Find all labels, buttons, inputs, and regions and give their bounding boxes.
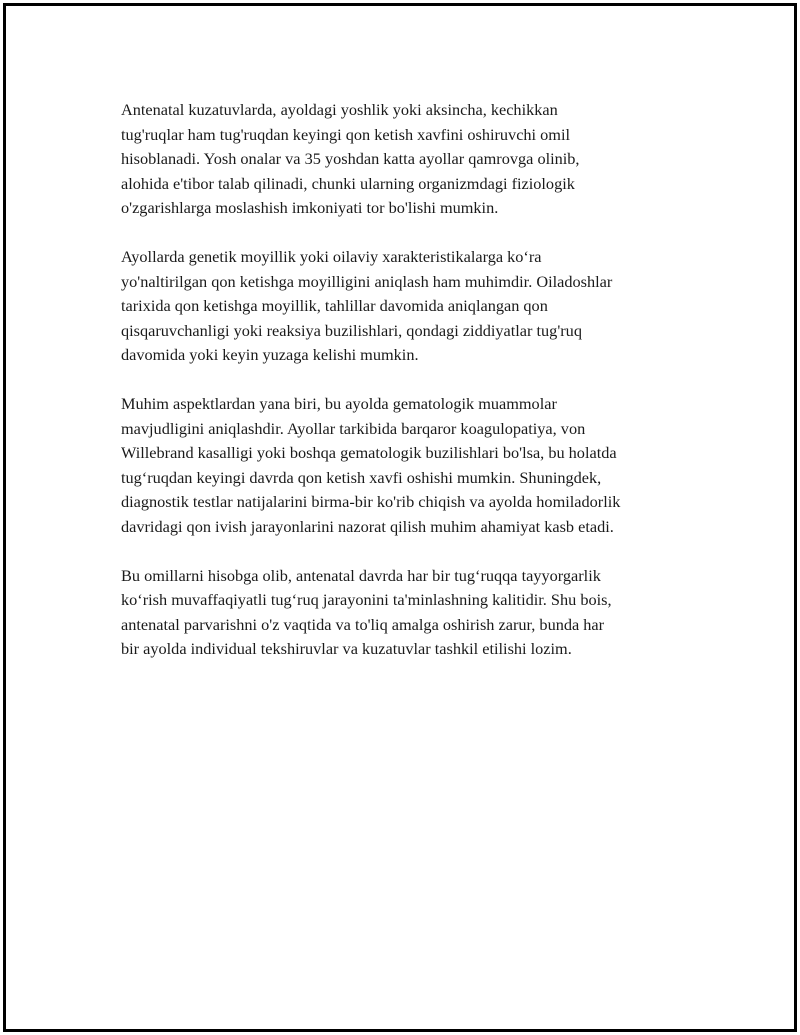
page-frame xyxy=(3,3,797,1032)
paragraph-4 xyxy=(121,564,711,662)
text-line: antenatal parvarishni o'z vaqtida va to'liq amalga oshirish zarur, bunda har xyxy=(121,614,605,634)
text-line: o'zgarishlarga moslashish imkoniyati tor bo'lishi mumkin. xyxy=(121,198,499,217)
paragraph-2 xyxy=(121,245,711,368)
document-body xyxy=(121,98,711,686)
text-line: tarixida qon ketishga moyillik, tahlillar davomida aniqlangan qon xyxy=(121,296,548,315)
text-line: qisqaruvchanligi yoki reaksiya buzilishlari, qondagi ziddiyatlar tug'ruq xyxy=(121,320,582,340)
paragraph-1 xyxy=(121,98,711,221)
text-line: Antenatal kuzatuvlarda, ayoldagi yoshlik yoki aksincha, kechikkan xyxy=(121,100,558,119)
text-line: davomida yoki keyin yuzaga kelishi mumkin. xyxy=(121,345,419,364)
text-line: davridagi qon ivish jarayonlarini nazorat qilish muhim ahamiyat kasb etadi. xyxy=(121,516,614,536)
text-line: ko‘rish muvaffaqiyatli tug‘ruq jarayonini ta'minlashning kalitidir. Shu bois, xyxy=(121,590,612,609)
text-line: bir ayolda individual tekshiruvlar va kuzatuvlar tashkil etilishi lozim. xyxy=(121,639,572,658)
text-line: tug‘ruqdan keyingi davrda qon ketish xavfi oshishi mumkin. Shuningdek, xyxy=(121,467,602,487)
text-line: Ayollarda genetik moyillik yoki oilaviy xarakteristikalarga ko‘ra xyxy=(121,247,542,266)
text-line: diagnostik testlar natijalarini birma-bir ko'rib chiqish va ayolda homiladorlik xyxy=(121,492,621,511)
text-line: Willebrand kasalligi yoki boshqa gematologik buzilishlari bo'lsa, bu holatda xyxy=(121,443,617,462)
text-line: Muhim aspektlardan yana biri, bu ayolda gematologik muammolar xyxy=(121,394,557,413)
text-line: hisoblanadi. Yosh onalar va 35 yoshdan katta ayollar qamrovga olinib, xyxy=(121,149,580,168)
text-line: yo'naltirilgan qon ketishga moyilligini aniqlash ham muhimdir. Oiladoshlar xyxy=(121,271,613,291)
text-line: alohida e'tibor talab qilinadi, chunki ularning organizmdagi fiziologik xyxy=(121,173,575,193)
text-line: Bu omillarni hisobga olib, antenatal davrda har bir tug‘ruqqa tayyorgarlik xyxy=(121,565,601,585)
text-line: tug'ruqlar ham tug'ruqdan keyingi qon ketish xavfini oshiruvchi omil xyxy=(121,124,571,144)
text-line: mavjudligini aniqlashdir. Ayollar tarkibida barqaror koagulopatiya, von xyxy=(121,418,586,438)
paragraph-3 xyxy=(121,392,711,539)
